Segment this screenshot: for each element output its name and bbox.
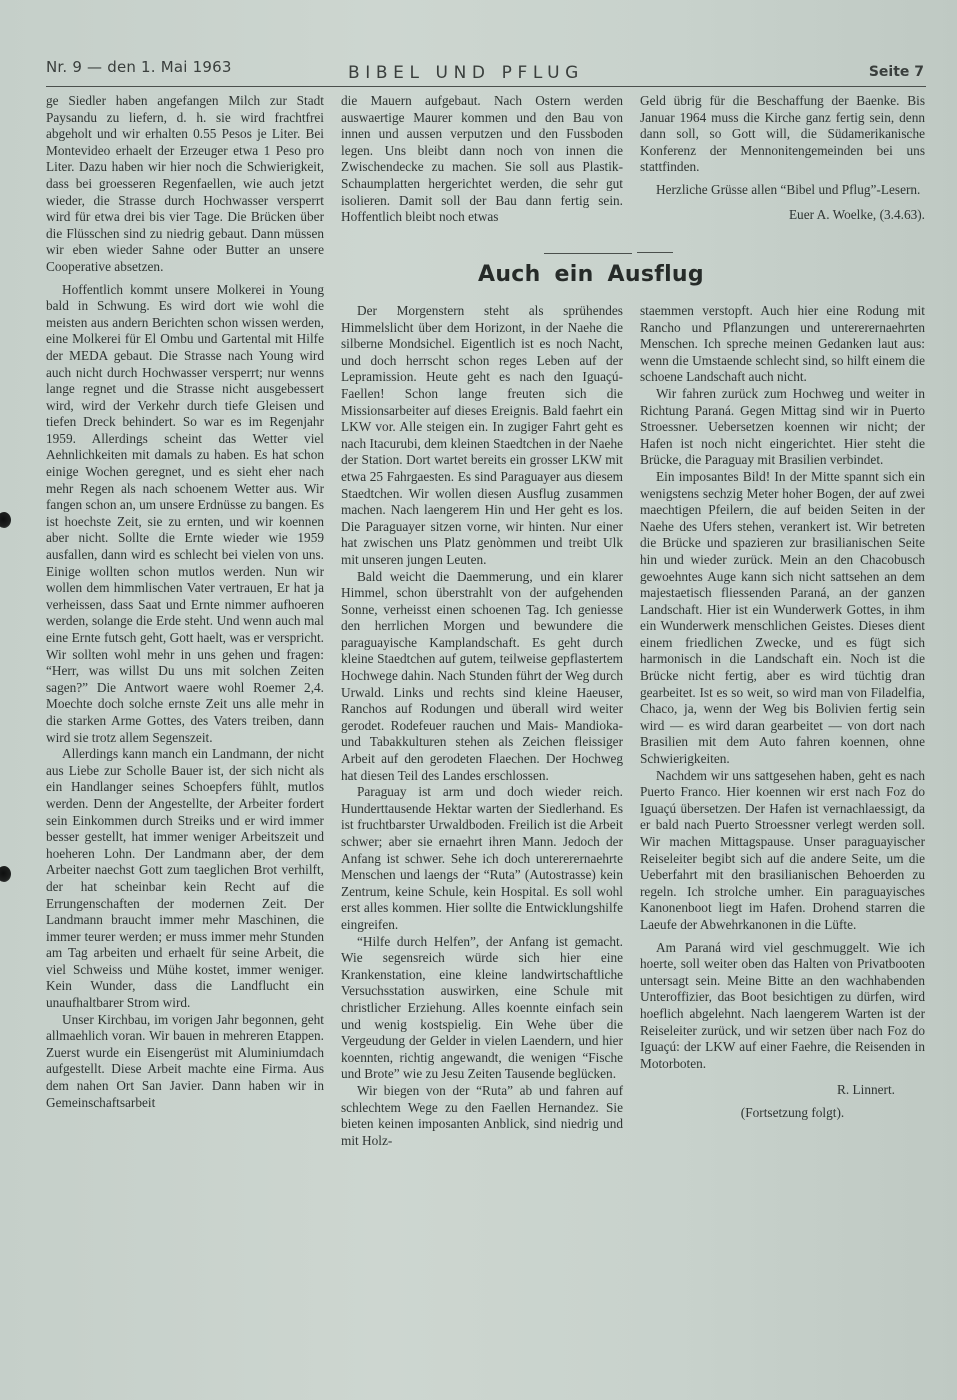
paragraph: “Hilfe durch Helfen”, der Anfang ist gemacht. Wie segensreich würde sich hier eine Krankenstation, eine kleine landwirtschaftliche Versuchsstation auswirken, eine Schule mit christlicher Erziehung. Alles koennte einfach sein und wenig kostspielig. Ein Wehe über die Vergeudung der Gelder in vielen Laendern, und hier koennten, richtig angewandt, die wenigen “Fische und Brote” wie zu Jesu Zeiten Tausende beglücken.: [341, 933, 623, 1082]
paragraph: die Mauern aufgebaut. Nach Ostern werden auswaertige Maurer kommen und den Bau von innen und aussen verputzen und den Fussboden legen. Uns bleibt dann noch von innen die Zwischendecke zu machen. Sie soll aus Plastik-Schaumplatten hergerichtet werden, die sehr gut isolieren. Damit soll der Bau dann fertig sein. Hoffentlich bleibt noch etwas: [341, 93, 623, 225]
punch-hole-icon: [0, 866, 11, 882]
paragraph: Wir biegen von der “Ruta” ab und fahren auf schlechtem Wege zu den Faellen Hernandez. Sie bieten keinen imposanten Anblick, sind niedrig und mit Holz-: [341, 1082, 623, 1148]
paragraph: Am Paraná wird viel geschmuggelt. Wie ich hoerte, soll weiter oben das Halten von Privatbooten untersagt sein. Meine Bitte an den wachhabenden Unteroffizier, das Boot besichtigen zu dürfen, wird hoeflich abgelehnt. Nach laengerem Warten ist der Reiseleiter zurück, und wir setzen über nach Foz do Iguaçú: der LKW auf einer Faehre, die Reisenden in Motorboten.: [640, 939, 925, 1071]
column-2-top: [341, 93, 623, 226]
column-3-top: [640, 93, 925, 223]
continuation-note: (Fortsetzung folgt).: [740, 1104, 845, 1120]
paragraph: Unser Kirchbau, im vorigen Jahr begonnen, geht allmaehlich voran. Wir bauen in mehreren Etappen. Zuerst wurde ein Eisengerüst mit Aluminiumdach aufgestellt. Diese Arbeit machte eine Firma. Aus dem nahen Ort San Javier. Dann haben wir in Gemeinschaftsarbeit: [46, 1011, 324, 1110]
article-column-3: [640, 303, 925, 1122]
paragraph: Der Morgenstern steht als sprühendes Himmelslicht über dem Horizont, in der Naehe die silberne Mondsichel. Eigentlich ist es noch Nacht, und doch herrscht schon reges Leben auf der Lepramission. Heute geht es nach den Iguaçú-Faellen! Schon lange freuten sich die Missionsarbeiter auf dieses Ereignis. Bald faehrt ein LKW vor. Alle steigen ein. In zugiger Fahrt geht es nach Itacurubi, dem kleinen Staedtchen in der Naehe der Station. Dort wartet bereits ein grosser LKW mit etwa 25 Fahrgaesten. Es sind Paraguayer aus diesem Staedtchen. Wir wollen diesen Ausflug zusammen machen. Nach laengerem Hin und Her geht es los. Die Paraguayer sitzen vorne, wir hinten. Nur einer hat zwischen uns Platz genòmmen und treibt Ulk mit unseren jungen Leuten.: [341, 303, 623, 567]
header-rule: [46, 86, 926, 87]
article-headline: Auch ein Ausflug: [478, 262, 704, 287]
paragraph: Bald weicht die Daemmerung, und ein klarer Himmel, schon überstrahlt von der aufgehenden Sonne, verheisst einen schoenen Tag. Ich geniesse den herrlichen Morgen und bewundere die paraguayische Kamplandschaft. Es geht durch kleine Staedtchen auf gutem, teilweise gepflastertem Hochwege dahin. Nach Stunden führt der Weg durch Urwald. Links und rechts sind kleine Haeuser, Ranchos auf Rodungen und überall wird weiter gerodet. Rodefeuer rauchen und Mais- Mandioka- und Tabakkulturen stehen als Zeichen fleissiger Arbeit auf den gerodeten Flaechen. Der Hochweg hat diesen Teil des Landes erschlossen.: [341, 568, 623, 783]
section-divider: [637, 252, 673, 253]
article-column-2: [341, 303, 623, 1149]
paragraph: Herzliche Grüsse allen “Bibel und Pflug”-Lesern.: [656, 181, 921, 197]
issue-date: Nr. 9 — den 1. Mai 1963: [46, 58, 232, 76]
paragraph: Paraguay ist arm und doch wieder reich. Hunderttausende Hektar warten der Siedlerhand. Es ist fruchtbarster Urwaldboden. Freilich ist die Arbeit schwer; aber sie ernaehrt ihren Mann. Jedoch der Anfang ist schwer. Sehe ich doch untererernaehrte Menschen und laengs der “Ruta” (Autostrasse) kein Zentrum, keine Schule, kein Hospital. Es soll wohl erst alles kommen. Hier sollte die Entwicklungshilfe eingreifen.: [341, 784, 623, 932]
column-1: [46, 93, 324, 1111]
paragraph: ge Siedler haben angefangen Milch zur Stadt Paysandu zu liefern, d. h. sie wird frachtfrei abgeholt und wir erhalten 0.55 Pesos je Liter. Bei Montevideo erhaelt der Erzeuger etwa 1 Peso pro Liter. Dazu haben wir hier noch die Schwierigkeit, dass bei groesseren Regenfaellen, wie auch jetzt wieder, die Strasse durch Hochwasser versperrt wird für etwa drei bis vier Tage. Die Brücken über die Flüsschen sind zu niedrig gebaut. Dann müssen wir eben wieder Sahne oder Butter an unsere Cooperative absetzen.: [46, 93, 324, 274]
author-signature: Euer A. Woelke, (3.4.63).: [788, 206, 925, 222]
paragraph: Allerdings kann manch ein Landmann, der nicht aus Liebe zur Scholle Bauer ist, der sich nicht als ein Handlanger seines Schoepfers fühlt, mutlos werden. Denn der Angestellte, der Arbeiter fordert sein Einkommen durch Streiks und er wird immer besser gestellt, hat immer weniger Arbeitszeit und hoeheren Lohn. Der Landmann aber, der dem Arbeiter naechst Gott zum taeglichen Brot verhilft, der hat scheinbar kein Recht auf die Errungenschaften der modernen Zeit. Der Landmann braucht immer mehr Maschinen, die immer teurer werden; er muss immer mehr Stunden am Tag arbeiten und erhaelt für seine Arbeit, die viel Schweiss und Mühe kostet, immer weniger. Kein Wunder, dass die Landflucht ein unaufhaltbarer Strom wird.: [46, 746, 324, 1011]
article-author: R. Linnert.: [837, 1082, 895, 1098]
paragraph: Nachdem wir uns sattgesehen haben, geht es nach Puerto Franco. Hier koennen wir erst nach Foz do Iguaçú übersetzen. Der Hafen ist vernachlaessigt, da er bald nach Puerto Stroessner verlegt werden soll. Wir machen Mittagspause. Unser paraguayischer Reiseleiter begibt sich auf die andere Seite, um die Ueberfahrt mit den brasilianischen Behoerden zu regeln. Ich strolche umher. Ein paraguayisches Kanonenboot liegt im Hafen. Drohend starren die Laeufe der Abwehrkanonen in die Lüfte.: [640, 767, 925, 932]
masthead-title: BIBEL UND PFLUG: [348, 63, 584, 83]
page-header: [46, 56, 926, 86]
paragraph: Ein imposantes Bild! In der Mitte spannt sich ein wenigstens sechzig Meter hoher Bogen, der auf zwei maechtigen Pfeilern, die auf beiden Seiten in der Naehe des Ufers stehen, verankert ist. Wir betreten die Brücke und spazieren zur brasilianischen Seite hin und wieder zurück. Mein an den Chacobusch gewoehntes Auge kann sich nicht sattsehen an dem majestaetisch fliessenden Paraná, an der ganzen Landschaft. Hier ist ein Wunderwerk Gottes, in ihm ein Wunderwerk menschlichen Geistes. Dieses dient einem friedlichen Zwecke, und es fügt sich harmonisch in die Landschaft ein. Noch ist die Brücke nicht fertig, aber es wird tüchtig dran gearbeitet. Ist es so weit, so wird man von Filadelfia, Chaco, ja, wenn der Weg bis Bolivien fertig sein wird — es wird daran gearbeitet — von dort nach Brasilien mit dem Auto fahren koennen, ohne Schwierigkeiten.: [640, 468, 925, 767]
punch-hole-icon: [0, 512, 11, 528]
paragraph: Wir fahren zurück zum Hochweg und weiter in Richtung Paraná. Gegen Mittag sind wir in Puerto Stroessner. Uebersetzen koennen wir nicht; der Hafen ist noch nicht eingerichtet. Hier steht die Brücke, die Paraguay mit Brasilien verbindet.: [640, 385, 925, 468]
paragraph: Hoffentlich kommt unsere Molkerei in Young bald in Schwung. Es wird dort wie wohl die meisten aus andern Berichten schon wissen werden, eine Molkerei für El Ombu und Gartental mit Hilfe der MEDA gebaut. Die Strasse nach Young wird auch nicht durch Hochwasser versperrt; nur wenns lange regnet und die Strasse nicht ausgebessert wird, wird der Verkehr durch tiefe Gleisen und tiefen Dreck behindert. So war es im Regenjahr 1959. Allerdings scheint das Wetter viel Aehnlichkeiten mit damals zu haben. Es hat schon einige Wochen geregnet, und es sieht eher nach mehr Regen als nach schoenem Wetter aus. Wir fangen schon an, um unsere Erdnüsse zu bangen. Es ist hoechste Zeit, sie zu ernten, und wir koennen aber nicht. Sollte die Ernte wieder wie 1959 ausfallen, dann wird es schlecht bei vielen von uns. Einige wollten schon mutlos werden. Nun wir wollen dem himmlischen Vater vertrauen, Er hat ja verheissen, dass Saat und Ernte nimmer aufhoeren werden, solange die Erde steht. Und wenn auch mal eine Ernte futsch geht, Gott haelt, was er verspricht. Wir sollten wohl mehr in uns gehen und fragen: “Herr, was willst Du uns mit solchen Zeiten sagen?” Die Antwort waere wohl Roemer 2,4. Moechte doch solche ernste Zeit uns alle mehr in die starken Arme Gottes, des Vaters treiben, dann wird sie trotz allem Segenszeit.: [46, 281, 324, 745]
paragraph: staemmen verstopft. Auch hier eine Rodung mit Rancho und Pflanzungen und untererernaehrten Menschen. Ich spreche meinen Gedanken laut aus: wenn die Umstaende schlecht sind, so hilft einem die schoene Landschaft auch nicht.: [640, 303, 925, 385]
page-number: Seite 7: [868, 64, 924, 80]
paragraph: Geld übrig für die Beschaffung der Baenke. Bis Januar 1964 muss die Kirche ganz fertig sein, denn dann soll, so Gott will, die Südamerikanische Konferenz der Mennonitengemeinden bei uns stattfinden.: [640, 93, 925, 175]
section-divider: [544, 253, 632, 254]
